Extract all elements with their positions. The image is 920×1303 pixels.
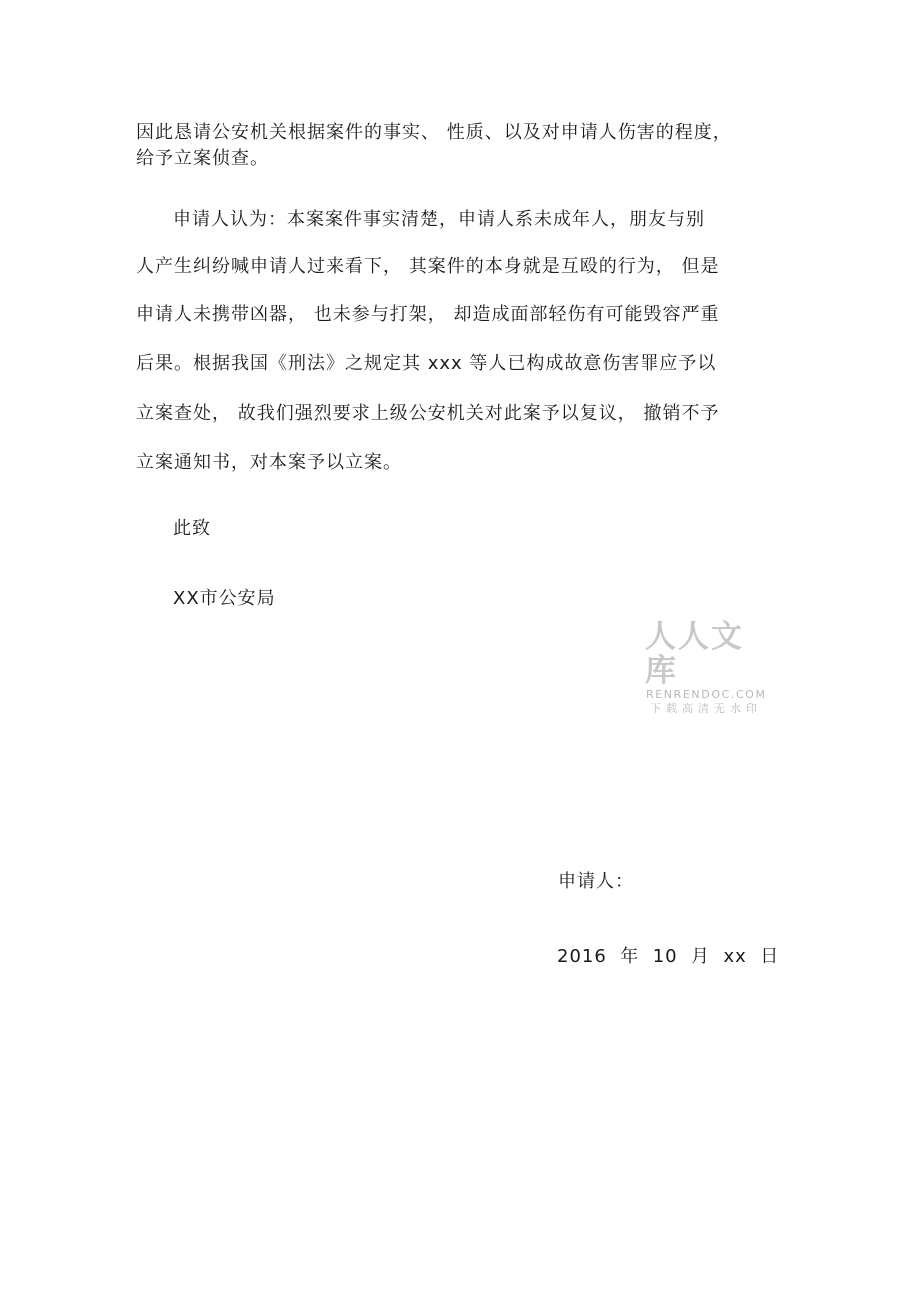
paragraph-2-line-4: 后果。根据我国《刑法》之规定其 xxx 等人已构成故意伤害罪应予以: [136, 353, 717, 374]
watermark-domain: RENRENDOC.COM: [646, 688, 767, 701]
paragraph-2-line-6: 立案通知书，对本案予以立案。: [136, 452, 402, 473]
recipient: XX市公安局: [173, 588, 276, 609]
paragraph-2-line-3: 申请人未携带凶器， 也未参与打架， 却造成面部轻伤有可能毁容严重: [136, 304, 720, 325]
paragraph-1-line-1: 因此恳请公安机关根据案件的事实、 性质、以及对申请人伤害的程度，: [136, 122, 732, 143]
paragraph-2-line-5: 立案查处， 故我们强烈要求上级公安机关对此案予以复议， 撤销不予: [136, 403, 720, 424]
paragraph-2-line-1: 申请人认为：本案案件事实清楚，申请人系未成年人，朋友与别: [173, 209, 705, 230]
paragraph-2-line-2: 人产生纠纷喊申请人过来看下， 其案件的本身就是互殴的行为， 但是: [136, 256, 720, 277]
watermark-title: 人人文库: [645, 619, 744, 689]
date-line: 2016 年 10 月 xx 日: [557, 946, 780, 967]
paragraph-1-line-2: 给予立案侦查。: [136, 148, 269, 169]
watermark-subtitle: 下载高清无水印: [650, 702, 762, 715]
watermark: [645, 620, 775, 716]
applicant-label: 申请人：: [558, 871, 634, 892]
salutation: 此致: [173, 518, 211, 539]
